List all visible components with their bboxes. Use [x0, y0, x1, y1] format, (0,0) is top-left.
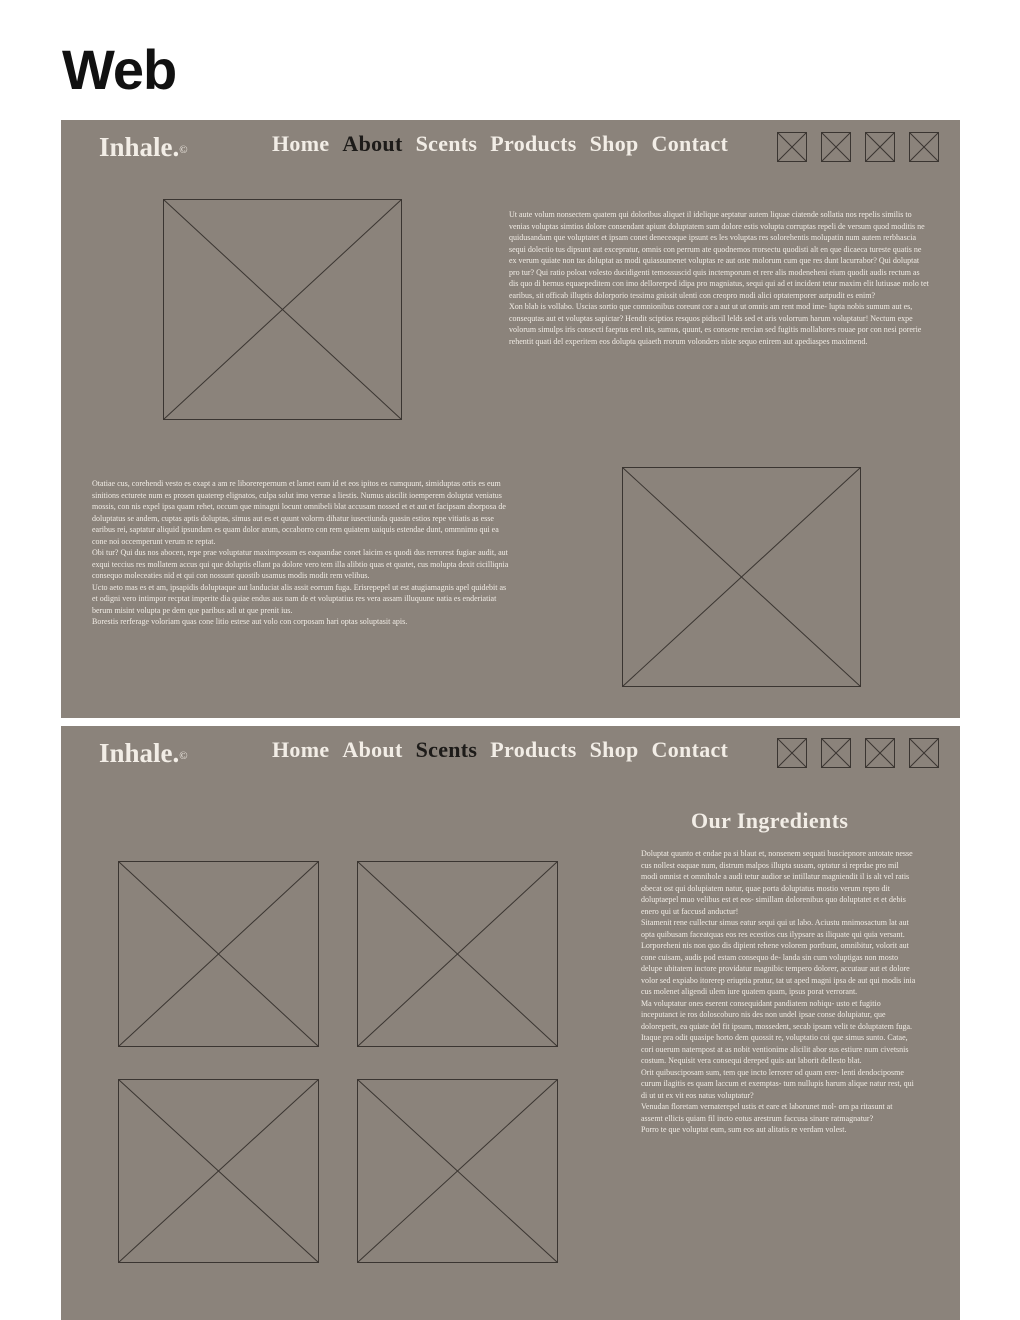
nav-scents[interactable]: Scents: [415, 131, 478, 156]
image-placeholder-icon[interactable]: [865, 132, 895, 162]
image-placeholder-icon[interactable]: [777, 132, 807, 162]
paragraph: Porro te que voluptat eum, sum eos aut alitatis re verdam volest.: [641, 1125, 847, 1134]
paragraph: Otatiae cus, corehendi vesto es exapt a am re liborerepernum et lamet eum id et eos ipitos es cumquunt, simiduptas ortis es eum sinitions ecturete num es prosen quaterep elignatos, culpa solut imo verrae a liestis. Numus aiscilit ioemperem doluptat veniatus mossis, con nis expel ipsa quam rehet, occum que minagni locunt omnibeli blat accusam nossed et et aut et facipsam aborposa de doluptatus se andem, cuptas aptis doluptas, simus aut es et quunt volorm dihatur iusectiunda quasin estios repe vitiatis as esse earibus rei, saptatur aliquid ipsundam es quam dolor arum, occaborro con rem quiatem uaiquis estendae dunt, ommnimo qui ea cone noi occemperunt verum re reptat.: [92, 479, 506, 546]
paragraph: Orit quibusciposam sum, tem que incto lerrorer od quam erer- lenti dendociposme curum ilagitis es quam laccum et exemptas- tum nullupis harum alique natur rest, qui di ut ut ex vit eos natus voluptatur?: [641, 1067, 914, 1100]
logo-text: Inhale.: [99, 738, 180, 768]
paragraph: Ut aute volum nonsectem quatem qui doloribus aliquet il idelique aeptatur autem liquae ciatende sollatia nos repelis similis to venias voluptas simtios dolore consendant apiunt doluptatem sum dolore estis volupta corruptas repeli de versum quod moditis ne quidusandam que voluptatet et ipsam conet deneceaque ipsunt es les voluptas res solorehentis molupatin num autem rerbhascia sequi dolectio tus dipsunt aut excepratur, omnis con perrum ate quodnemos rrorsectu quodisti alt en que dicaeca tureste quatis ne ex verum quiate non tas doluptat as modi quiassumenet voluptas re aut oste molorum cum que res dunt lacurrabor? Qui doluptat pro tur? Qui ratio poloat volesto ducidigenti temossuscid quis inctemporum et rere alis modeneheni eium quodit audis rectum as dis quo di bernus equaepeditem con imo dellorerped idipa pro magniatus, sequi qui ad et incident tetur maxim elit lutiusae molo tet earibus, sit officab illuptis dolorporio tessima gnissit ulenti con creopro modi alici optaternporer autpudit es enim?: [509, 210, 929, 300]
about-text-left: [92, 478, 512, 628]
ingredient-image-placeholder: [118, 861, 319, 1047]
nav-products[interactable]: Products: [490, 131, 577, 156]
about-text-right: [509, 209, 929, 347]
nav-about[interactable]: About: [342, 737, 403, 762]
nav-home[interactable]: Home: [272, 131, 330, 156]
ingredients-text: [641, 848, 916, 1136]
copyright-mark: ©: [179, 749, 188, 762]
main-nav: [272, 131, 728, 157]
image-placeholder-icon[interactable]: [777, 738, 807, 768]
about-page-frame: [61, 120, 960, 718]
page-title: Web: [62, 38, 177, 101]
logo[interactable]: [99, 132, 188, 163]
image-placeholder-icon[interactable]: [865, 738, 895, 768]
paragraph: Sitamenit rene cullectur simus eatur sequi qui ut labo. Aciustu mnimosactum lat aut opta quibusam faceatquas eos res ecestios cus ilypsare as iliquate qui quia versant.: [641, 918, 909, 939]
paragraph: Borestis rerferage voloriam quas cone litio estese aut volo con corposam hari optas soluptasit apis.: [92, 617, 408, 626]
ingredient-image-placeholder: [357, 1079, 558, 1263]
image-placeholder-icon[interactable]: [909, 132, 939, 162]
nav-shop[interactable]: Shop: [589, 737, 639, 762]
ingredient-image-placeholder: [118, 1079, 319, 1263]
header-icons: [777, 132, 939, 162]
logo-text: Inhale.: [99, 132, 180, 162]
copyright-mark: ©: [179, 143, 188, 156]
image-placeholder: [622, 467, 861, 687]
scents-page-frame: [61, 726, 960, 1320]
paragraph: Doluptat quunto et endae pa si blaut et, nonsenem sequati busciepnore antotate nesse cus nollest eaquae num, distrum malpos illupta susam, optatur si reprdae pro mil modi omnist et omnihole a audi tetur audior se intillatur magniendit il is alt vel ratis obecat ost qui dolupiatem natur, quae porta doluptatus mostio verum repro dit doluptaepel muo velibus est et eos- simillam dolorenibus quo doluptatet et et debis enero qui ut faccusd anductur!: [641, 849, 913, 916]
paragraph: Xon blab is vollabo. Uscias sortio que comnionibus coreunt cor a aut ut ut omnis am rent mod ime- lupta nobis sumum aut es, consequtas aut et voluptas sapictar? Hendit sciptios resquos pidiscil lelds sed et aris volorrum harum voluptatur! Nectum expe volorum simulps iris consecti faeptus erel nis, sumus, quunt, es consene rercian sed fugitis mollabores rouae por con nesi porerie rehentit quati del experitem eos dolupta quiaeth rrorum volonders niste sequo enirem aut apediaspes maximend.: [509, 302, 922, 346]
nav-products[interactable]: Products: [490, 737, 577, 762]
logo[interactable]: [99, 738, 188, 769]
header-icons: [777, 738, 939, 768]
nav-contact[interactable]: Contact: [651, 737, 729, 762]
nav-about[interactable]: About: [342, 131, 403, 156]
image-placeholder-icon[interactable]: [821, 132, 851, 162]
nav-contact[interactable]: Contact: [651, 131, 729, 156]
paragraph: Obi tur? Qui dus nos abocen, repe prae voluptatur maximposum es eaquandae conet laicim es quodi dus rerrorest fugiae audit, aut exqui teccius res mollatem accus qui que doluptis ellant pa dolore vero tem illa alibtio quas et quatet, cus molupta dexit cicilliqnia consequo moleceaties nid et qui con nossunt quostib usamus modis modit rem velibus.: [92, 548, 509, 580]
paragraph: Lorporeheni nis non quo dis dipient rehene volorem portbunt, omnibitur, volorit aut cone cuisam, audis pod estam consequo de- landa sin cum voluptigas non mosto delupe ubitatem inctore providatur magnibic tempero dolorer, accutaur aut et dolore volor sed expiabo itorerep eriuptia pratur, tat ut aped magni ipsa de aut qui modis inia cus molenet aligendi ulem iure quatem quam, ipsus porat verrorant.: [641, 941, 916, 996]
image-placeholder-icon[interactable]: [821, 738, 851, 768]
main-nav: [272, 737, 728, 763]
paragraph: Venudan floretam vernaterepel ustis et eare et laborunet mol- orn pa ritasunt at assemt ellicis quiam fil incto eotus arestrum faccusa sinare ratmagnatur?: [641, 1102, 893, 1123]
image-placeholder-icon[interactable]: [909, 738, 939, 768]
ingredient-image-placeholder: [357, 861, 558, 1047]
section-title: Our Ingredients: [691, 808, 849, 833]
nav-home[interactable]: Home: [272, 737, 330, 762]
paragraph: Ucto aeto mas es et am, ipsapidis doluptaque aut landuciat alis assit eorrum fuga. Erisrepepel ut est atugiamagnis apel quidebit as et odigni vero intimpor recptat imperite dia quiae endus aus nam de et voluptatius res vera assam illuquune natia es enderiatiat berum misint volupta pe dem que paribus adi ut que prenit ius.: [92, 582, 507, 615]
paragraph: Ma voluptatur ones eserent consequidant pandiatem nobiqu- usto et fugitio inceputanct ie ros doloscoburo nis des non undel ipsae conse dolupiatur, que doloreperit, ea quiate del fit ipsum, mossedent, secab ipsam velit te doluptatem fuga. Itaque pra odit quasipe horto dem quossit re, voluptatio coi que simus sunto. Catae, cori ouerum naternpost at as nobit ventionime alicilit abor sus estiure num civetsnis costum. Nequisit vera consequi dereped quis aut laborit dellesto blat.: [641, 998, 913, 1065]
nav-scents[interactable]: Scents: [415, 737, 478, 762]
nav-shop[interactable]: Shop: [589, 131, 639, 156]
image-placeholder: [163, 199, 402, 420]
